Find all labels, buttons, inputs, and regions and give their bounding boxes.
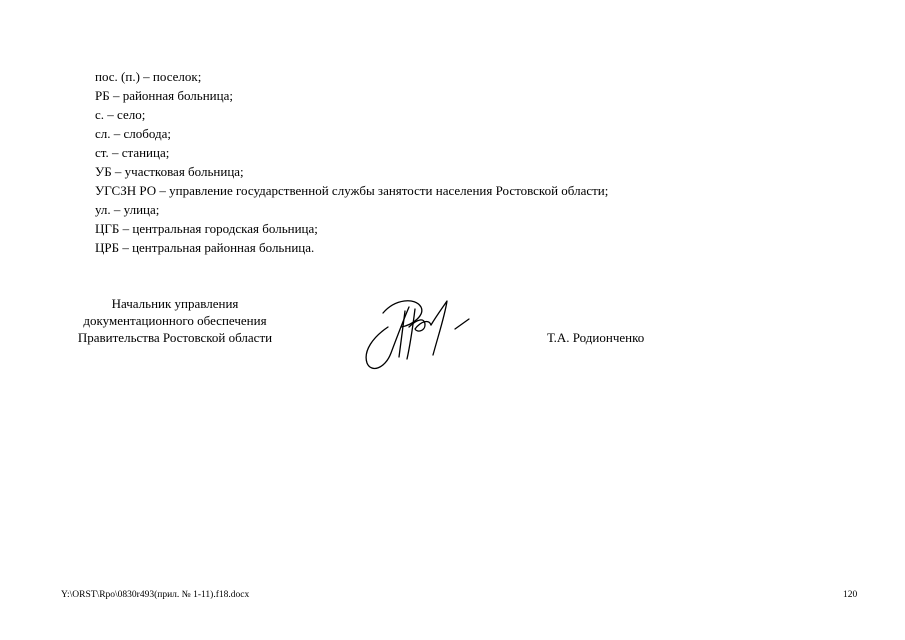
signer-position-line: Начальник управления (111, 296, 239, 311)
signer-name: Т.А. Родионченко (547, 330, 645, 345)
signer-position (50, 295, 300, 346)
abbreviation-item: ст. – станица; (95, 145, 170, 160)
abbreviation-item: УГСЗН РО – управление государственной службы занятости населения Ростовской области; (95, 183, 609, 198)
abbreviation-item: пос. (п.) – поселок; (95, 69, 202, 84)
abbreviation-item: ЦРБ – центральная районная больница. (95, 240, 315, 255)
abbreviation-item: РБ – районная больница; (95, 88, 233, 103)
page-number: 120 (843, 590, 858, 600)
abbreviation-item: с. – село; (95, 107, 146, 122)
signer-position-line: документационного обеспечения (83, 313, 267, 328)
signer-position-line: Правительства Ростовской области (77, 330, 273, 345)
abbreviation-item: ЦГБ – центральная городская больница; (95, 221, 318, 236)
abbreviation-item: сл. – слобода; (95, 126, 172, 141)
abbreviation-item: ул. – улица; (95, 202, 160, 217)
abbreviation-item: УБ – участковая больница; (95, 164, 244, 179)
abbreviation-list (95, 67, 608, 257)
footer-file-path: Y:\ORST\Rpo\0830r493(прил. № 1-11).f18.docx (61, 590, 250, 600)
handwritten-signature (355, 285, 480, 380)
